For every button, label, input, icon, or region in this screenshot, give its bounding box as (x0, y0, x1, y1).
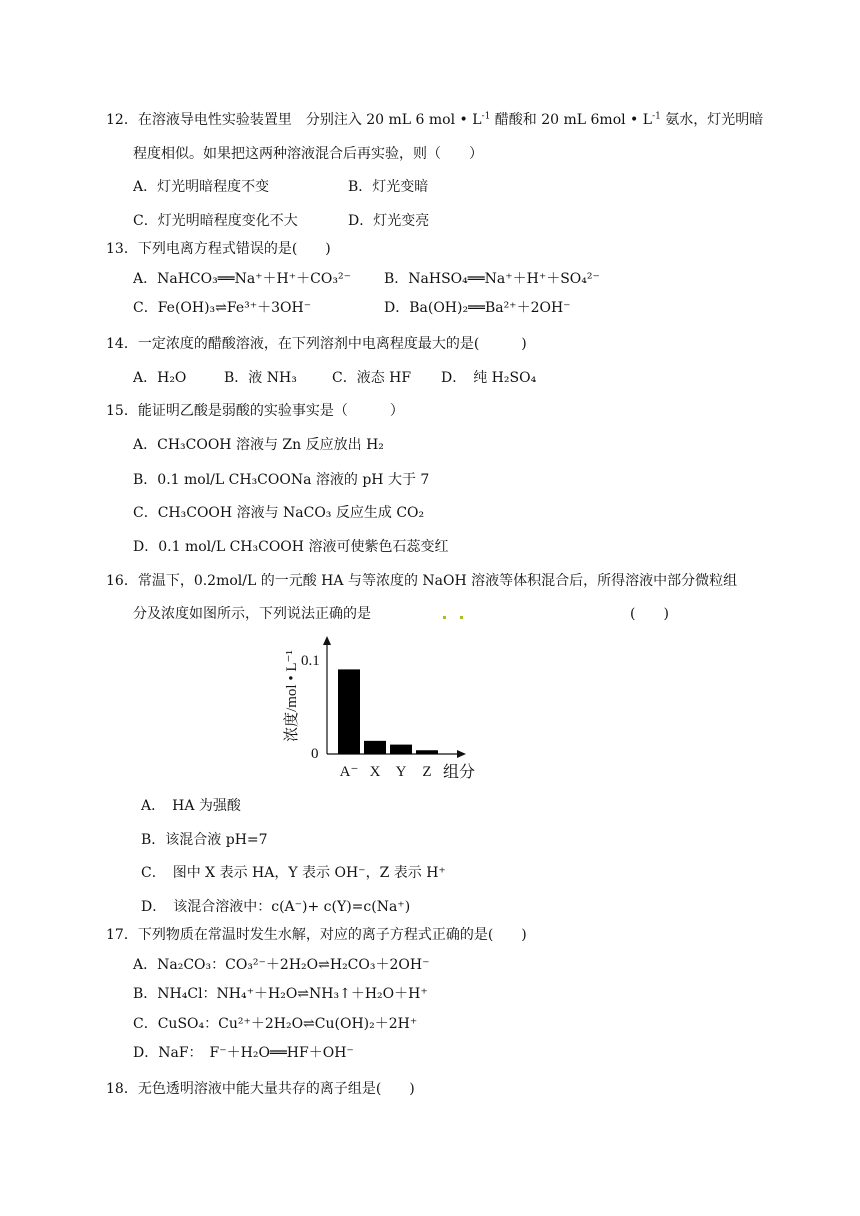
q17-option-b: B．NH₄Cl：NH₄⁺＋H₂O⇌NH₃↑＋H₂O＋H⁺ (133, 986, 428, 1002)
q18-stem: 18．无色透明溶液中能大量共存的离子组是( ) (106, 1081, 415, 1097)
y-axis-arrow (323, 636, 331, 645)
q16-stem-line2: 分及浓度如图所示，下列说法正确的是 (133, 606, 371, 622)
q12-stem-line1: 12．在溶液导电性实验装置里 分别注入 20 mL 6 mol • $L^{-1}$ 醋酸和 20 mL 6mol • $L^{-1}$ 氨水，灯光明暗 (106, 111, 764, 128)
q14-option-b: B．液 NH₃ (224, 370, 297, 386)
q13-stem: 13．下列电离方程式错误的是( ) (106, 241, 331, 257)
marker-dot (460, 616, 463, 619)
bar-3 (390, 745, 412, 754)
q15-option-b: B．0.1 mol/L CH₃COONa 溶液的 pH 大于 7 (133, 472, 430, 488)
q16-option-b: B．该混合液 pH=7 (141, 832, 268, 848)
q12-stem-line2: 程度相似。如果把这两种溶液混合后再实验，则（ ） (133, 146, 483, 162)
q14-stem: 14．一定浓度的醋酸溶液，在下列溶剂中电离程度最大的是( ) (106, 336, 527, 352)
q17-option-d: D．NaF： F⁻＋H₂O══HF＋OH⁻ (133, 1045, 354, 1061)
y-tick-label-zero: 0 (311, 746, 319, 762)
bar-2 (364, 741, 386, 754)
q17-option-a: A．Na₂CO₃：CO₃²⁻＋2H₂O⇌H₂CO₃＋2OH⁻ (133, 957, 430, 973)
q16-stem-line1: 16．常温下，0.2mol/L 的一元酸 HA 与等浓度的 NaOH 溶液等体积混合后，所得溶液中部分微粒组 (106, 573, 738, 589)
q15-option-c: C．CH₃COOH 溶液与 NaCO₃ 反应生成 CO₂ (133, 505, 425, 521)
q12-option-d: D．灯光变亮 (348, 213, 430, 229)
q13-option-a: A．NaHCO₃══Na⁺＋H⁺＋CO₃²⁻ (133, 271, 351, 287)
x-tick-label: Y (395, 764, 407, 780)
q13-option-b: B．NaHSO₄══Na⁺＋H⁺＋SO₄²⁻ (384, 271, 600, 287)
q16-option-c: C． 图中 X 表示 HA，Y 表示 OH⁻，Z 表示 H⁺ (141, 865, 446, 881)
x-tick-label: X (369, 764, 381, 780)
q12-option-b: B．灯光变暗 (348, 179, 429, 195)
q15-option-a: A．CH₃COOH 溶液与 Zn 反应放出 H₂ (133, 437, 384, 453)
q14-option-c: C．液态 HF (332, 370, 412, 386)
concentration-bar-chart (280, 636, 490, 786)
marker-dot (443, 616, 446, 619)
bar-1 (338, 669, 360, 754)
y-axis-title (282, 650, 300, 742)
x-axis-arrow (457, 750, 466, 758)
q13-option-d: D．Ba(OH)₂══Ba²⁺＋2OH⁻ (384, 300, 571, 316)
q16-option-d: D． 该混合溶液中：c(A⁻)+ c(Y)=c(Na⁺) (141, 899, 411, 915)
q14-option-a: A．H₂O (133, 370, 187, 386)
q17-stem: 17．下列物质在常温时发生水解，对应的离子方程式正确的是( ) (106, 927, 527, 943)
q16-option-a: A． HA 为强酸 (141, 798, 241, 814)
q14-option-d: D． 纯 H₂SO₄ (441, 370, 537, 386)
q13-option-c: C．Fe(OH)₃⇌Fe³⁺＋3OH⁻ (133, 300, 312, 316)
q15-option-d: D．0.1 mol/L CH₃COOH 溶液可使紫色石蕊变红 (133, 539, 449, 555)
x-tick-label: Z (422, 764, 432, 780)
bar-4 (416, 750, 438, 754)
q15-stem: 15．能证明乙酸是弱酸的实验事实是（ ） (106, 403, 404, 419)
q17-option-c: C．CuSO₄：Cu²⁺＋2H₂O⇌Cu(OH)₂＋2H⁺ (133, 1016, 418, 1032)
x-tick-label: A⁻ (339, 764, 359, 780)
y-tick-label-top: 0.1 (301, 653, 320, 669)
x-axis-label: 组分 (443, 764, 476, 781)
y-axis-label: 浓度/mol • L⁻¹ (284, 650, 300, 742)
q12-option-a: A．灯光明暗程度不变 (133, 179, 270, 195)
q16-answer-paren: ( ) (630, 606, 669, 622)
q12-option-c: C．灯光明暗程度变化不大 (133, 213, 298, 229)
